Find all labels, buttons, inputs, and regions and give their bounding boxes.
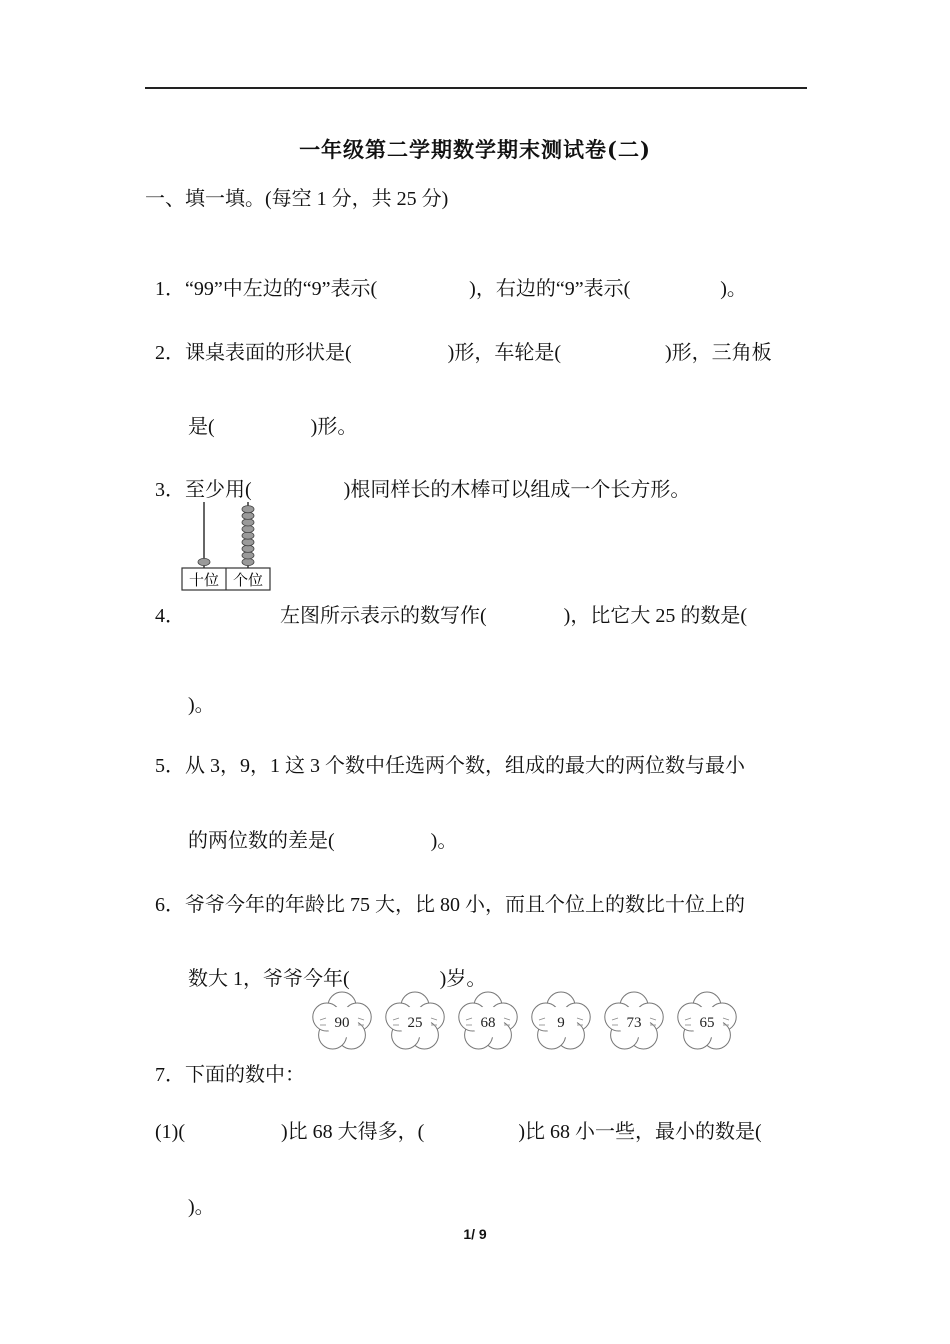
abacus-bead — [198, 558, 210, 565]
question-7 — [145, 1033, 305, 1089]
section-heading: 一、填一填。(每空 1 分，共 25 分) — [145, 188, 449, 210]
abacus-bead — [242, 512, 254, 519]
abacus-bead — [242, 552, 254, 559]
q4-text-a: 左图所示表示的数写作( — [280, 605, 487, 627]
abacus-bead — [242, 545, 254, 552]
flower-number: 9 — [557, 1015, 565, 1031]
flower — [459, 992, 517, 1049]
flower — [678, 992, 736, 1049]
q1-text-b: )，右边的“9”表示( — [469, 278, 631, 300]
tens-beads — [198, 558, 210, 565]
page-title: 一年级第二学期数学期末测试卷(二) — [299, 137, 651, 162]
flower — [532, 992, 590, 1049]
q4-number: 4． — [155, 605, 185, 627]
q7-text-a: 7．下面的数中： — [155, 1064, 305, 1086]
flower — [605, 992, 663, 1049]
q5-text-a: 5．从 3，9，1 这 3 个数中任选两个数，组成的最大的两位数与最小 — [155, 755, 745, 777]
q6-text-c: )岁。 — [439, 968, 487, 990]
q2-text-a: 2．课桌表面的形状是( — [155, 342, 352, 364]
q2-text-e: )形。 — [310, 416, 358, 438]
q7-p1-d: )。 — [188, 1196, 215, 1218]
q2-text-c: )形，三角板 — [665, 342, 772, 364]
flower-number: 25 — [407, 1015, 423, 1031]
question-7-part-1-cont — [178, 1165, 215, 1221]
abacus-bead — [242, 539, 254, 546]
flower-number: 73 — [626, 1015, 642, 1031]
question-2 — [145, 311, 772, 367]
flower-numbers — [308, 988, 748, 1056]
q1-text-c: )。 — [720, 278, 747, 300]
q4-text-b: )，比它大 25 的数是( — [563, 605, 747, 627]
abacus-bead — [242, 519, 254, 526]
question-2-cont — [178, 385, 357, 441]
tens-label: 十位 — [188, 571, 220, 589]
flower-number: 65 — [699, 1015, 715, 1031]
header-rule — [145, 87, 807, 89]
flower — [386, 992, 444, 1049]
question-3 — [145, 448, 690, 504]
question-4-cont — [178, 663, 215, 719]
flower-number: 90 — [334, 1015, 350, 1031]
question-4 — [145, 574, 747, 630]
q5-text-b: 的两位数的差是( — [188, 830, 335, 852]
q3-text-b: )根同样长的木棒可以组成一个长方形。 — [343, 479, 691, 501]
q7-p1-c: )比 68 小一些，最小的数是( — [518, 1121, 762, 1143]
ones-beads — [242, 506, 254, 566]
q6-text-b: 数大 1，爷爷今年( — [188, 968, 350, 990]
question-6 — [145, 863, 745, 919]
q7-p1-a: (1)( — [155, 1121, 185, 1143]
question-5-cont — [178, 799, 457, 855]
q5-text-c: )。 — [430, 830, 458, 852]
q7-p1-b: )比 68 大得多，( — [280, 1121, 425, 1143]
abacus-bead — [242, 525, 254, 532]
q2-text-b: )形，车轮是( — [447, 342, 561, 364]
ones-label: 个位 — [232, 571, 264, 589]
question-7-part-1 — [145, 1090, 762, 1146]
flower-number: 68 — [480, 1015, 496, 1031]
abacus-bead — [242, 558, 254, 565]
abacus-bead — [242, 532, 254, 539]
q2-text-d: 是( — [188, 416, 215, 438]
flower — [313, 992, 371, 1049]
q1-text-a: 1．“99”中左边的“9”表示( — [155, 278, 378, 300]
page-number: 1/ 9 — [463, 1226, 487, 1242]
question-5 — [145, 724, 745, 780]
abacus-bead — [242, 506, 254, 513]
question-1 — [145, 247, 747, 303]
q3-text-a: 3．至少用( — [155, 479, 252, 501]
q6-text-a: 6．爷爷今年的年龄比 75 大，比 80 小，而且个位上的数比十位上的 — [155, 894, 745, 916]
question-6-cont — [178, 937, 486, 993]
q4-text-c: )。 — [188, 694, 215, 716]
